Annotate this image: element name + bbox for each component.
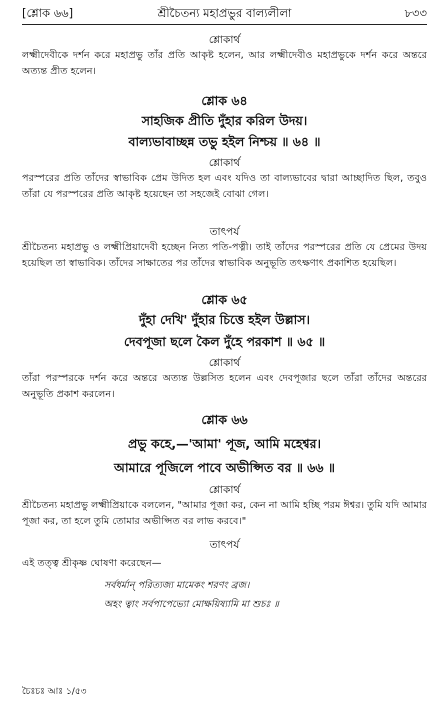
header-rule	[22, 24, 427, 25]
verse-line: আমারে পূজিলে পাবে অভীপ্সিত বর ॥ ৬৬ ॥	[114, 460, 335, 475]
verse-line: দেবপূজা ছলে কৈল দুঁহে পরকাশ ॥ ৬৫ ॥	[123, 334, 326, 349]
running-header	[22, 4, 427, 22]
verse-heading: শ্লোক ৬৫	[201, 292, 248, 307]
header-title: শ্রীচৈতন্য মহাপ্রভুর বাল্যলীলা	[157, 6, 292, 20]
verse-heading: শ্লোক ৬৪	[201, 93, 248, 108]
verse-line: সাহজিক প্রীতি দুঁহার করিল উদয়।	[141, 113, 308, 128]
purport-text: শ্রীচৈতন্য মহাপ্রভু ও লক্ষ্মীপ্রিয়াদেবী হচ্ছেন নিত্য পতি-পত্নী। তাই তাঁদের পরস্পরের প্রতি যে প্রেমের উদয় হয়েছিল তা স্বাভাবিক। তাঁদের সাক্ষাতের পর তাঁদের স্বাভাবিক অনুভূতি তৎক্ষণাৎ প্রকাশিত হয়েছিল।	[22, 242, 427, 269]
quoted-verse-line: সর্বধর্মান্ পরিত্যজ্য মামেকং শরণং ব্রজ।	[104, 580, 250, 591]
translation-text: শ্রীচৈতন্য মহাপ্রভু লক্ষ্মীপ্রিয়াকে বললেন, "আমার পূজা কর, কেন না আমি হচ্ছি পরম ঈশ্বর। তুমি যদি আমার পূজা কর, তা হলে তুমি তোমার অভীপ্সিত বর লাভ করবে।"	[22, 500, 428, 527]
purport-heading: তাৎপর্য	[209, 539, 240, 551]
page-number: ৮৩৩	[404, 6, 427, 20]
page-footer: চৈঃচঃ আঃ ১/৫৩	[22, 687, 87, 697]
quoted-verse-line: অহং ত্বাং সর্বপাপেভ্যো মোক্ষয়িষ্যামি মা শুচঃ ॥	[104, 599, 279, 610]
verse-line: দুঁহা দেখি' দুঁহার চিত্তে হইল উল্লাস।	[138, 312, 311, 327]
purport-text: এই তত্ত্ব শ্রীকৃষ্ণ ঘোষণা করেছেন—	[22, 558, 162, 569]
purport-heading: তাৎপর্য	[209, 226, 240, 238]
translation-text: পরস্পরের প্রতি তাঁদের স্বাভাবিক প্রেম উদিত হল এবং যদিও তা বাল্যভাবের দ্বারা আচ্ছাদিত ছিল, তবুও তাঁরা যে পরস্পরের প্রতি আকৃষ্ট হয়েছেন তা সহজেই বোঝা গেল।	[22, 173, 427, 200]
translation-heading: শ্লোকার্থ	[208, 357, 241, 369]
translation-heading: শ্লোকার্থ	[208, 484, 241, 496]
translation-heading: শ্লোকার্থ	[208, 34, 241, 46]
verse-line: প্রভু কহে,—'আমা' পূজ, আমি মহেশ্বর।	[128, 436, 321, 451]
translation-text: লক্ষ্মীদেবীকে দর্শন করে মহাপ্রভু তাঁর প্রতি আকৃষ্ট হলেন, আর লক্ষ্মীদেবীও মহাপ্রভুকে দর্শন করে অন্তরে অত্যন্ত প্রীত হলেন।	[22, 50, 427, 77]
verse-heading: শ্লোক ৬৬	[201, 412, 248, 427]
verse-line: বাল্যভাবাচ্ছন্ন তভু হইল নিশ্চয় ॥ ৬৪ ॥	[128, 134, 321, 149]
translation-text: তাঁরা পরস্পরকে দর্শন করে অন্তরে অত্যন্ত উল্লসিত হলেন এবং দেবপূজার ছলে তাঁরা তাঁদের অন্তরের অনুভূতি প্রকাশ করলেন।	[22, 373, 427, 400]
header-verse-ref: [শ্লোক ৬৬]	[22, 6, 74, 20]
translation-heading: শ্লোকার্থ	[208, 157, 241, 169]
